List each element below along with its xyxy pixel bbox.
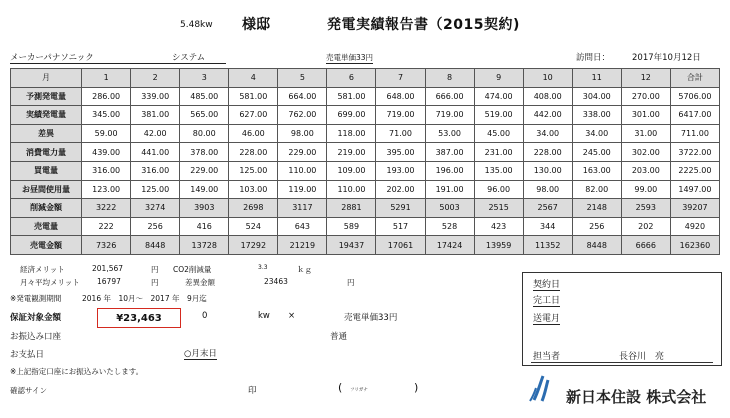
system-label: システム (110, 51, 226, 64)
table-cell: 219.00 (327, 143, 376, 162)
contract-date-label: 契約日 (533, 277, 560, 291)
column-header: 合計 (670, 69, 719, 88)
table-cell: 229.00 (180, 161, 229, 180)
table-cell: 110.00 (327, 180, 376, 199)
table-cell: 2225.00 (670, 161, 719, 180)
column-header: 7 (376, 69, 425, 88)
table-cell: 719.00 (425, 106, 474, 125)
contract-info-box (522, 272, 722, 366)
column-header: 9 (474, 69, 523, 88)
table-cell: 196.00 (425, 161, 474, 180)
row-label: 差異 (11, 124, 82, 143)
table-cell: 3903 (180, 199, 229, 218)
table-row (11, 217, 720, 236)
table-cell: 474.00 (474, 87, 523, 106)
table-cell: 193.00 (376, 161, 425, 180)
table-cell: 381.00 (131, 106, 180, 125)
table-cell: 565.00 (180, 106, 229, 125)
table-cell: 711.00 (670, 124, 719, 143)
table-cell: 387.00 (425, 143, 474, 162)
row-label: 実績発電量 (11, 106, 82, 125)
table-cell: 203.00 (621, 161, 670, 180)
power-report-table (10, 68, 720, 255)
avg-merit-value: 16797 (97, 277, 121, 286)
account-type: 普通 (330, 332, 348, 342)
table-cell: 302.00 (621, 143, 670, 162)
table-cell: 162360 (670, 236, 719, 255)
column-header: 4 (229, 69, 278, 88)
period-value: 2016 年 10月～ 2017 年 9月迄 (82, 294, 207, 303)
table-cell: 286.00 (82, 87, 131, 106)
table-cell: 6666 (621, 236, 670, 255)
table-cell: 316.00 (131, 161, 180, 180)
econ-merit-unit: 円 (151, 265, 159, 274)
table-cell: 82.00 (572, 180, 621, 199)
column-header: 12 (621, 69, 670, 88)
table-cell: 270.00 (621, 87, 670, 106)
table-cell: 423 (474, 217, 523, 236)
table-cell: 648.00 (376, 87, 425, 106)
table-cell: 581.00 (229, 87, 278, 106)
person-in-charge-name: 長谷川 亮 (619, 352, 665, 362)
furigana-open-paren: ( (338, 381, 343, 394)
payday-value: ○月末日 (184, 349, 217, 359)
payday-label: お支払日 (10, 350, 45, 360)
table-cell: 118.00 (327, 124, 376, 143)
table-cell: 2567 (523, 199, 572, 218)
zero-value: 0 (202, 311, 208, 321)
table-cell: 2698 (229, 199, 278, 218)
table-cell: 228.00 (229, 143, 278, 162)
table-cell: 301.00 (621, 106, 670, 125)
table-cell: 339.00 (131, 87, 180, 106)
table-row (11, 199, 720, 218)
avg-merit-unit: 円 (151, 278, 159, 287)
visit-date: 2017年10月12日 (632, 53, 701, 63)
period-label: ※発電観測期間 (10, 294, 62, 303)
table-row (11, 124, 720, 143)
transfer-note: ※上記指定口座にお振込みいたします。 (10, 367, 144, 376)
table-cell: 3117 (278, 199, 327, 218)
system-kw: 5.48kw (180, 20, 213, 30)
econ-merit-value: 201,567 (92, 264, 124, 273)
table-cell: 1497.00 (670, 180, 719, 199)
table-cell: 2593 (621, 199, 670, 218)
customer-name: 様邸 (242, 17, 270, 33)
row-label: 売電金額 (11, 236, 82, 255)
table-cell: 699.00 (327, 106, 376, 125)
table-cell: 191.00 (425, 180, 474, 199)
table-cell: 416 (180, 217, 229, 236)
column-header: 2 (131, 69, 180, 88)
completion-date-label: 完工日 (533, 293, 560, 307)
table-cell: 202 (621, 217, 670, 236)
guarantee-label: 保証対象金額 (10, 313, 62, 323)
table-cell: 344 (523, 217, 572, 236)
diff-amount-value: 23463 (264, 277, 288, 286)
table-cell: 229.00 (278, 143, 327, 162)
table-cell: 119.00 (278, 180, 327, 199)
table-cell: 125.00 (229, 161, 278, 180)
table-cell: 524 (229, 217, 278, 236)
table-cell: 5003 (425, 199, 474, 218)
table-cell: 39207 (670, 199, 719, 218)
table-row (11, 180, 720, 199)
table-cell: 135.00 (474, 161, 523, 180)
power-month-label: 送電月 (533, 311, 560, 325)
table-cell: 125.00 (131, 180, 180, 199)
column-header: 月 (11, 69, 82, 88)
co2-label: CO2削減量 (173, 265, 212, 274)
econ-merit-label: 経済メリット (20, 265, 65, 274)
table-cell: 163.00 (572, 161, 621, 180)
table-cell: 245.00 (572, 143, 621, 162)
table-cell: 6417.00 (670, 106, 719, 125)
table-cell: 256 (572, 217, 621, 236)
table-cell: 53.00 (425, 124, 474, 143)
table-cell: 13959 (474, 236, 523, 255)
guarantee-amount-box (97, 308, 181, 328)
table-cell: 395.00 (376, 143, 425, 162)
table-cell: 304.00 (572, 87, 621, 106)
table-cell: 110.00 (278, 161, 327, 180)
table-cell: 11352 (523, 236, 572, 255)
table-cell: 17292 (229, 236, 278, 255)
table-cell: 589 (327, 217, 376, 236)
column-header: 5 (278, 69, 327, 88)
row-label: 売電量 (11, 217, 82, 236)
guarantee-amount: ¥23,463 (116, 312, 162, 324)
times-sign: × (288, 311, 296, 321)
column-header: 10 (523, 69, 572, 88)
table-cell: 46.00 (229, 124, 278, 143)
table-cell: 517 (376, 217, 425, 236)
table-cell: 4920 (670, 217, 719, 236)
table-cell: 3722.00 (670, 143, 719, 162)
table-cell: 378.00 (180, 143, 229, 162)
table-cell: 45.00 (474, 124, 523, 143)
column-header: 11 (572, 69, 621, 88)
table-cell: 666.00 (425, 87, 474, 106)
table-cell: 519.00 (474, 106, 523, 125)
table-cell: 8448 (131, 236, 180, 255)
table-cell: 8448 (572, 236, 621, 255)
table-row (11, 87, 720, 106)
table-cell: 664.00 (278, 87, 327, 106)
table-cell: 316.00 (82, 161, 131, 180)
confirm-sign-label: 確認サイン (10, 386, 47, 395)
table-cell: 338.00 (572, 106, 621, 125)
table-cell: 149.00 (180, 180, 229, 199)
column-header: 1 (82, 69, 131, 88)
avg-merit-label: 月々平均メリット (20, 278, 80, 287)
table-cell: 762.00 (278, 106, 327, 125)
person-in-charge-label: 担当者 (533, 349, 560, 363)
table-cell: 13728 (180, 236, 229, 255)
table-cell: 96.00 (474, 180, 523, 199)
column-header: 8 (425, 69, 474, 88)
table-cell: 2881 (327, 199, 376, 218)
table-cell: 202.00 (376, 180, 425, 199)
table-cell: 528 (425, 217, 474, 236)
table-row (11, 161, 720, 180)
table-cell: 99.00 (621, 180, 670, 199)
table-cell: 627.00 (229, 106, 278, 125)
row-label: 予測発電量 (11, 87, 82, 106)
table-cell: 5291 (376, 199, 425, 218)
unit-price-summary: 売電単価33円 (344, 313, 398, 323)
column-header: 6 (327, 69, 376, 88)
furigana-label: フリガナ (350, 388, 368, 393)
table-cell: 581.00 (327, 87, 376, 106)
table-cell: 441.00 (131, 143, 180, 162)
table-cell: 485.00 (180, 87, 229, 106)
co2-value: 3.3 (258, 264, 268, 271)
column-header: 3 (180, 69, 229, 88)
table-cell: 228.00 (523, 143, 572, 162)
table-row (11, 106, 720, 125)
table-row (11, 143, 720, 162)
row-label: お昼間使用量 (11, 180, 82, 199)
table-cell: 231.00 (474, 143, 523, 162)
table-cell: 719.00 (376, 106, 425, 125)
table-cell: 98.00 (278, 124, 327, 143)
table-cell: 2148 (572, 199, 621, 218)
diff-amount-unit: 円 (347, 278, 355, 287)
table-cell: 442.00 (523, 106, 572, 125)
table-cell: 643 (278, 217, 327, 236)
visit-label: 訪問日： (576, 53, 611, 63)
table-cell: 59.00 (82, 124, 131, 143)
table-cell: 3274 (131, 199, 180, 218)
table-cell: 3222 (82, 199, 131, 218)
document-title: 発電実績報告書（2015契約) (327, 17, 520, 33)
unit-price-header: 売電単価33円 (326, 53, 374, 62)
table-cell: 109.00 (327, 161, 376, 180)
table-cell: 98.00 (523, 180, 572, 199)
table-cell: 222 (82, 217, 131, 236)
seal-mark: 印 (248, 386, 257, 396)
diff-amount-label: 差異金額 (185, 278, 215, 287)
table-cell: 439.00 (82, 143, 131, 162)
table-cell: 17061 (376, 236, 425, 255)
table-cell: 130.00 (523, 161, 572, 180)
table-row (11, 236, 720, 255)
table-cell: 256 (131, 217, 180, 236)
table-cell: 31.00 (621, 124, 670, 143)
row-label: 削減金額 (11, 199, 82, 218)
table-cell: 5706.00 (670, 87, 719, 106)
furigana-close-paren: ) (414, 381, 419, 394)
table-cell: 21219 (278, 236, 327, 255)
table-cell: 42.00 (131, 124, 180, 143)
maker-label: メーカーパナソニック (10, 51, 110, 64)
table-header-row (11, 69, 720, 88)
table-cell: 123.00 (82, 180, 131, 199)
row-label: 買電量 (11, 161, 82, 180)
table-cell: 71.00 (376, 124, 425, 143)
table-cell: 34.00 (572, 124, 621, 143)
row-label: 消費電力量 (11, 143, 82, 162)
company-name: 新日本住設 株式会社 (566, 388, 707, 406)
table-cell: 17424 (425, 236, 474, 255)
table-cell: 34.00 (523, 124, 572, 143)
kw-unit: kw (258, 311, 270, 321)
account-label: お振込み口座 (10, 332, 62, 342)
table-cell: 19437 (327, 236, 376, 255)
table-cell: 408.00 (523, 87, 572, 106)
table-cell: 345.00 (82, 106, 131, 125)
table-cell: 103.00 (229, 180, 278, 199)
table-cell: 7326 (82, 236, 131, 255)
table-cell: 80.00 (180, 124, 229, 143)
company-logo-icon (528, 372, 560, 402)
table-cell: 2515 (474, 199, 523, 218)
co2-unit: ｋｇ (297, 265, 312, 274)
